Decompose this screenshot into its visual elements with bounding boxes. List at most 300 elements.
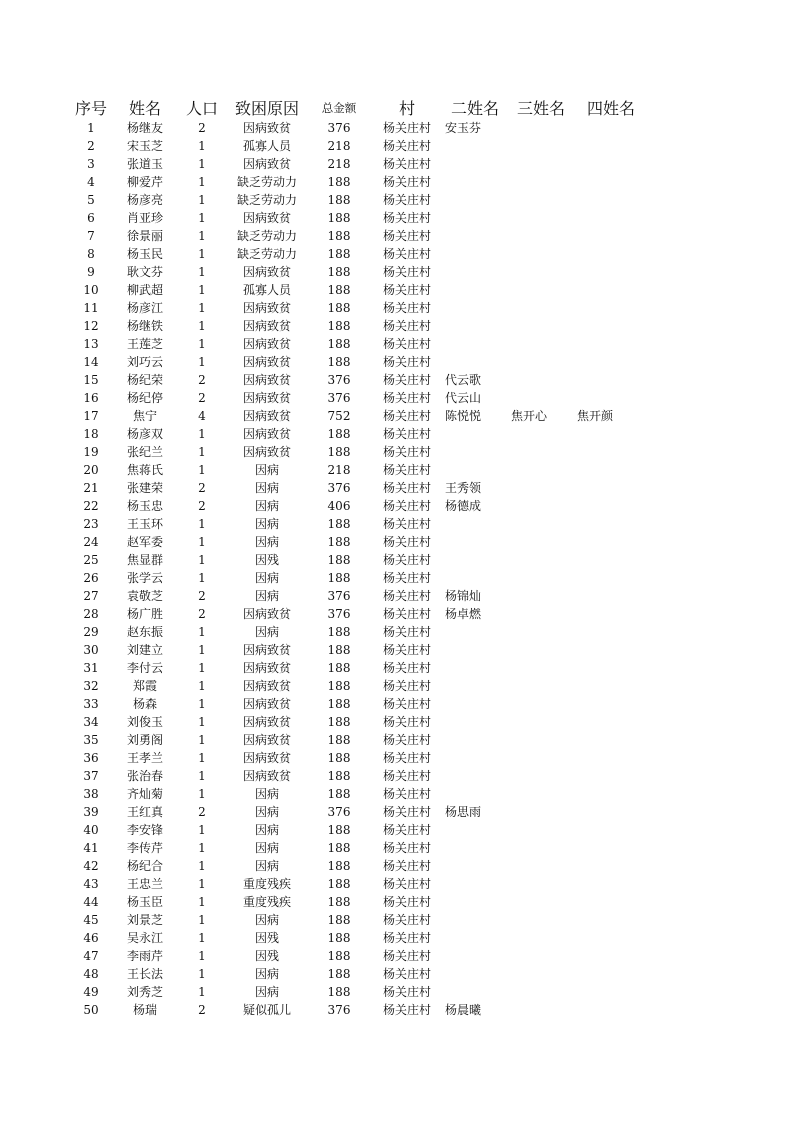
cell-village: 杨关庄村 <box>382 121 431 135</box>
cell-amount: 188 <box>327 229 351 243</box>
cell-cause: 因病致贫 <box>242 643 291 657</box>
table-row <box>68 947 648 965</box>
cell-second-name <box>442 659 508 677</box>
cell-index: 13 <box>83 337 99 351</box>
cell-index: 21 <box>83 481 99 495</box>
cell-index: 11 <box>83 301 99 315</box>
cell-fourth-name <box>574 371 648 389</box>
cell-amount: 188 <box>327 751 351 765</box>
cell-index: 33 <box>83 697 99 711</box>
cell-village: 杨关庄村 <box>382 553 431 567</box>
header-index: 序号 <box>74 99 107 118</box>
cell-population: 1 <box>198 355 206 369</box>
cell-fourth-name <box>574 713 648 731</box>
cell-fourth-name <box>574 749 648 767</box>
cell-village: 杨关庄村 <box>382 445 431 459</box>
cell-cause: 因病 <box>254 535 279 549</box>
cell-name: 焦显群 <box>126 553 163 567</box>
cell-population: 1 <box>198 643 206 657</box>
cell-village: 杨关庄村 <box>382 949 431 963</box>
cell-fourth-name <box>574 767 648 785</box>
table-row <box>68 713 648 731</box>
header-village: 村 <box>398 99 415 118</box>
cell-third-name: 焦开心 <box>511 409 548 423</box>
cell-amount: 188 <box>327 553 351 567</box>
cell-village: 杨关庄村 <box>382 373 431 387</box>
cell-village: 杨关庄村 <box>382 193 431 207</box>
cell-population: 1 <box>198 571 206 585</box>
table-row <box>68 443 648 461</box>
cell-fourth-name <box>574 587 648 605</box>
cell-amount: 188 <box>327 283 351 297</box>
cell-index: 41 <box>83 841 99 855</box>
cell-name: 杨玉忠 <box>126 499 163 513</box>
cell-village: 杨关庄村 <box>382 841 431 855</box>
cell-cause: 因病致贫 <box>242 427 291 441</box>
cell-cause: 因病致贫 <box>242 265 291 279</box>
cell-second-name <box>442 875 508 893</box>
cell-village: 杨关庄村 <box>382 967 431 981</box>
cell-population: 2 <box>198 607 206 621</box>
cell-name: 张纪兰 <box>126 445 163 459</box>
table-row <box>68 731 648 749</box>
cell-second-name: 杨德成 <box>445 499 482 513</box>
cell-amount: 376 <box>327 481 351 495</box>
cell-index: 42 <box>83 859 99 873</box>
cell-cause: 因病致贫 <box>242 733 291 747</box>
table-row <box>68 983 648 1001</box>
cell-amount: 376 <box>327 589 351 603</box>
cell-third-name <box>508 317 574 335</box>
cell-name: 李雨芹 <box>126 949 163 963</box>
cell-village: 杨关庄村 <box>382 931 431 945</box>
cell-index: 34 <box>83 715 99 729</box>
cell-village: 杨关庄村 <box>382 391 431 405</box>
cell-second-name <box>442 245 508 263</box>
cell-second-name: 杨思雨 <box>445 805 482 819</box>
cell-cause: 重度残疾 <box>242 877 291 891</box>
cell-population: 1 <box>198 697 206 711</box>
cell-amount: 218 <box>327 157 351 171</box>
cell-third-name <box>508 587 574 605</box>
cell-village: 杨关庄村 <box>382 139 431 153</box>
cell-third-name <box>508 785 574 803</box>
cell-fourth-name <box>574 965 648 983</box>
cell-third-name <box>508 119 574 137</box>
table-row <box>68 335 648 353</box>
cell-third-name <box>508 569 574 587</box>
cell-second-name <box>442 533 508 551</box>
cell-name: 杨玉臣 <box>126 895 163 909</box>
cell-population: 1 <box>198 247 206 261</box>
cell-name: 杨彦江 <box>126 301 163 315</box>
cell-index: 8 <box>87 247 95 261</box>
cell-index: 36 <box>83 751 99 765</box>
cell-amount: 188 <box>327 265 351 279</box>
cell-fourth-name <box>574 623 648 641</box>
cell-second-name <box>442 947 508 965</box>
cell-index: 30 <box>83 643 99 657</box>
table-row <box>68 641 648 659</box>
cell-village: 杨关庄村 <box>382 643 431 657</box>
cell-cause: 缺乏劳动力 <box>236 193 297 207</box>
cell-population: 4 <box>198 409 206 423</box>
cell-third-name <box>508 893 574 911</box>
cell-population: 1 <box>198 445 206 459</box>
cell-index: 32 <box>83 679 99 693</box>
cell-village: 杨关庄村 <box>382 913 431 927</box>
cell-fourth-name <box>574 317 648 335</box>
cell-second-name <box>442 983 508 1001</box>
cell-village: 杨关庄村 <box>382 409 431 423</box>
cell-amount: 188 <box>327 571 351 585</box>
cell-cause: 因残 <box>254 931 279 945</box>
cell-cause: 因病致贫 <box>242 751 291 765</box>
table-row <box>68 623 648 641</box>
cell-third-name <box>508 353 574 371</box>
cell-fourth-name <box>574 1001 648 1019</box>
cell-second-name <box>442 839 508 857</box>
cell-second-name <box>442 785 508 803</box>
cell-index: 28 <box>83 607 99 621</box>
header-row <box>68 96 648 119</box>
cell-cause: 因病 <box>254 589 279 603</box>
cell-village: 杨关庄村 <box>382 499 431 513</box>
cell-index: 39 <box>83 805 99 819</box>
cell-index: 43 <box>83 877 99 891</box>
cell-population: 1 <box>198 301 206 315</box>
cell-name: 刘勇阁 <box>126 733 163 747</box>
cell-amount: 376 <box>327 121 351 135</box>
cell-second-name: 陈悦悦 <box>445 409 482 423</box>
cell-village: 杨关庄村 <box>382 589 431 603</box>
cell-index: 12 <box>83 319 99 333</box>
table-row <box>68 965 648 983</box>
cell-fourth-name <box>574 263 648 281</box>
cell-cause: 疑似孤儿 <box>242 1003 291 1017</box>
cell-amount: 218 <box>327 463 351 477</box>
cell-index: 37 <box>83 769 99 783</box>
cell-fourth-name <box>574 893 648 911</box>
table-row <box>68 479 648 497</box>
cell-name: 徐景丽 <box>126 229 163 243</box>
cell-population: 1 <box>198 427 206 441</box>
cell-name: 焦蒋氏 <box>126 463 163 477</box>
cell-population: 1 <box>198 211 206 225</box>
cell-village: 杨关庄村 <box>382 283 431 297</box>
table-row <box>68 209 648 227</box>
cell-population: 1 <box>198 769 206 783</box>
cell-population: 1 <box>198 139 206 153</box>
cell-third-name <box>508 227 574 245</box>
table-row <box>68 893 648 911</box>
cell-cause: 因病致贫 <box>242 121 291 135</box>
cell-name: 齐灿菊 <box>126 787 163 801</box>
cell-second-name <box>442 515 508 533</box>
cell-second-name <box>442 767 508 785</box>
cell-index: 45 <box>83 913 99 927</box>
cell-name: 王孝兰 <box>126 751 163 765</box>
cell-fourth-name <box>574 227 648 245</box>
cell-population: 1 <box>198 517 206 531</box>
cell-fourth-name <box>574 353 648 371</box>
cell-village: 杨关庄村 <box>382 607 431 621</box>
table-row <box>68 785 648 803</box>
cell-village: 杨关庄村 <box>382 229 431 243</box>
cell-third-name <box>508 929 574 947</box>
cell-amount: 188 <box>327 967 351 981</box>
cell-index: 48 <box>83 967 99 981</box>
cell-village: 杨关庄村 <box>382 247 431 261</box>
table-row <box>68 263 648 281</box>
cell-name: 李安锋 <box>126 823 163 837</box>
cell-fourth-name <box>574 533 648 551</box>
cell-name: 李付云 <box>126 661 163 675</box>
cell-second-name <box>442 677 508 695</box>
cell-cause: 因病致贫 <box>242 211 291 225</box>
cell-fourth-name <box>574 677 648 695</box>
cell-second-name <box>442 425 508 443</box>
cell-third-name <box>508 533 574 551</box>
cell-village: 杨关庄村 <box>382 877 431 891</box>
cell-amount: 188 <box>327 517 351 531</box>
cell-population: 2 <box>198 589 206 603</box>
cell-cause: 缺乏劳动力 <box>236 247 297 261</box>
cell-third-name <box>508 1001 574 1019</box>
cell-village: 杨关庄村 <box>382 661 431 675</box>
cell-amount: 188 <box>327 643 351 657</box>
table-row <box>68 551 648 569</box>
cell-name: 王莲芝 <box>126 337 163 351</box>
cell-village: 杨关庄村 <box>382 463 431 477</box>
table-row <box>68 407 648 425</box>
cell-cause: 重度残疾 <box>242 895 291 909</box>
cell-cause: 因病致贫 <box>242 697 291 711</box>
cell-village: 杨关庄村 <box>382 355 431 369</box>
cell-name: 柳爱芹 <box>126 175 163 189</box>
cell-second-name <box>442 281 508 299</box>
cell-second-name <box>442 461 508 479</box>
cell-name: 刘建立 <box>126 643 163 657</box>
cell-population: 1 <box>198 157 206 171</box>
table-row <box>68 137 648 155</box>
cell-fourth-name <box>574 605 648 623</box>
cell-fourth-name <box>574 839 648 857</box>
cell-cause: 因病致贫 <box>242 445 291 459</box>
cell-third-name <box>508 191 574 209</box>
cell-fourth-name <box>574 137 648 155</box>
cell-amount: 188 <box>327 787 351 801</box>
cell-index: 49 <box>83 985 99 999</box>
cell-second-name <box>442 749 508 767</box>
table-row <box>68 515 648 533</box>
cell-second-name <box>442 353 508 371</box>
cell-name: 吴永江 <box>126 931 163 945</box>
cell-population: 1 <box>198 895 206 909</box>
table-row <box>68 1001 648 1019</box>
cell-amount: 188 <box>327 247 351 261</box>
cell-population: 2 <box>198 805 206 819</box>
cell-amount: 406 <box>327 499 351 513</box>
cell-name: 柳武超 <box>126 283 163 297</box>
cell-population: 1 <box>198 877 206 891</box>
cell-second-name <box>442 731 508 749</box>
table-header <box>68 96 648 119</box>
cell-second-name <box>442 623 508 641</box>
cell-second-name <box>442 317 508 335</box>
cell-third-name <box>508 299 574 317</box>
cell-index: 2 <box>87 139 95 153</box>
cell-index: 27 <box>83 589 99 603</box>
cell-second-name <box>442 173 508 191</box>
cell-village: 杨关庄村 <box>382 481 431 495</box>
cell-population: 1 <box>198 913 206 927</box>
cell-fourth-name <box>574 281 648 299</box>
cell-name: 宋玉芝 <box>126 139 163 153</box>
table-row <box>68 857 648 875</box>
cell-cause: 因病 <box>254 985 279 999</box>
cell-fourth-name <box>574 641 648 659</box>
cell-fourth-name <box>574 479 648 497</box>
cell-third-name <box>508 209 574 227</box>
cell-village: 杨关庄村 <box>382 571 431 585</box>
cell-population: 1 <box>198 661 206 675</box>
cell-amount: 188 <box>327 715 351 729</box>
cell-second-name <box>442 443 508 461</box>
cell-amount: 188 <box>327 319 351 333</box>
cell-third-name <box>508 947 574 965</box>
table-row <box>68 353 648 371</box>
cell-cause: 因病致贫 <box>242 319 291 333</box>
table-row <box>68 605 648 623</box>
cell-village: 杨关庄村 <box>382 517 431 531</box>
cell-third-name <box>508 983 574 1001</box>
cell-population: 1 <box>198 283 206 297</box>
cell-fourth-name <box>574 803 648 821</box>
cell-village: 杨关庄村 <box>382 265 431 279</box>
cell-second-name <box>442 551 508 569</box>
cell-name: 王红真 <box>126 805 163 819</box>
cell-index: 4 <box>87 175 95 189</box>
cell-third-name <box>508 641 574 659</box>
cell-third-name <box>508 749 574 767</box>
cell-population: 1 <box>198 175 206 189</box>
cell-fourth-name <box>574 821 648 839</box>
cell-cause: 孤寡人员 <box>242 283 291 297</box>
cell-index: 17 <box>83 409 99 423</box>
cell-amount: 188 <box>327 769 351 783</box>
cell-index: 47 <box>83 949 99 963</box>
cell-village: 杨关庄村 <box>382 679 431 693</box>
cell-name: 张治春 <box>126 769 163 783</box>
cell-third-name <box>508 731 574 749</box>
table-row <box>68 191 648 209</box>
cell-village: 杨关庄村 <box>382 859 431 873</box>
cell-fourth-name <box>574 515 648 533</box>
table-row <box>68 803 648 821</box>
cell-amount: 188 <box>327 337 351 351</box>
cell-amount: 188 <box>327 985 351 999</box>
cell-cause: 因残 <box>254 553 279 567</box>
cell-second-name <box>442 137 508 155</box>
cell-index: 15 <box>83 373 99 387</box>
table-row <box>68 281 648 299</box>
cell-population: 1 <box>198 463 206 477</box>
cell-amount: 376 <box>327 607 351 621</box>
cell-village: 杨关庄村 <box>382 895 431 909</box>
cell-village: 杨关庄村 <box>382 175 431 189</box>
cell-second-name <box>442 335 508 353</box>
cell-amount: 376 <box>327 391 351 405</box>
cell-fourth-name <box>574 983 648 1001</box>
cell-amount: 188 <box>327 301 351 315</box>
cell-cause: 因病 <box>254 463 279 477</box>
cell-third-name <box>508 839 574 857</box>
cell-population: 1 <box>198 823 206 837</box>
cell-index: 29 <box>83 625 99 639</box>
cell-third-name <box>508 767 574 785</box>
cell-fourth-name <box>574 875 648 893</box>
cell-third-name <box>508 425 574 443</box>
cell-third-name <box>508 245 574 263</box>
cell-second-name <box>442 713 508 731</box>
table-row <box>68 245 648 263</box>
cell-amount: 188 <box>327 949 351 963</box>
cell-population: 1 <box>198 553 206 567</box>
cell-fourth-name <box>574 191 648 209</box>
cell-fourth-name <box>574 785 648 803</box>
cell-population: 1 <box>198 679 206 693</box>
cell-index: 10 <box>83 283 99 297</box>
header-fourth-name: 四姓名 <box>586 99 635 118</box>
cell-cause: 因病致贫 <box>242 373 291 387</box>
cell-third-name <box>508 875 574 893</box>
table-row <box>68 875 648 893</box>
cell-fourth-name <box>574 659 648 677</box>
cell-index: 3 <box>87 157 95 171</box>
cell-amount: 188 <box>327 859 351 873</box>
cell-cause: 缺乏劳动力 <box>236 175 297 189</box>
cell-index: 1 <box>87 121 95 135</box>
cell-amount: 218 <box>327 139 351 153</box>
cell-cause: 因病 <box>254 571 279 585</box>
cell-second-name <box>442 155 508 173</box>
header-population: 人口 <box>185 99 218 118</box>
cell-cause: 缺乏劳动力 <box>236 229 297 243</box>
cell-index: 22 <box>83 499 99 513</box>
cell-population: 1 <box>198 931 206 945</box>
table-row <box>68 299 648 317</box>
table-row <box>68 929 648 947</box>
cell-second-name <box>442 893 508 911</box>
cell-name: 张学云 <box>126 571 163 585</box>
cell-name: 杨彦双 <box>126 427 163 441</box>
cell-cause: 孤寡人员 <box>242 139 291 153</box>
cell-name: 赵军委 <box>126 535 163 549</box>
cell-cause: 因病致贫 <box>242 679 291 693</box>
cell-village: 杨关庄村 <box>382 625 431 639</box>
cell-amount: 376 <box>327 1003 351 1017</box>
cell-population: 1 <box>198 715 206 729</box>
table-row <box>68 659 648 677</box>
cell-population: 2 <box>198 373 206 387</box>
cell-village: 杨关庄村 <box>382 319 431 333</box>
table-row <box>68 497 648 515</box>
cell-fourth-name <box>574 425 648 443</box>
cell-name: 刘景芝 <box>126 913 163 927</box>
cell-village: 杨关庄村 <box>382 301 431 315</box>
cell-third-name <box>508 695 574 713</box>
